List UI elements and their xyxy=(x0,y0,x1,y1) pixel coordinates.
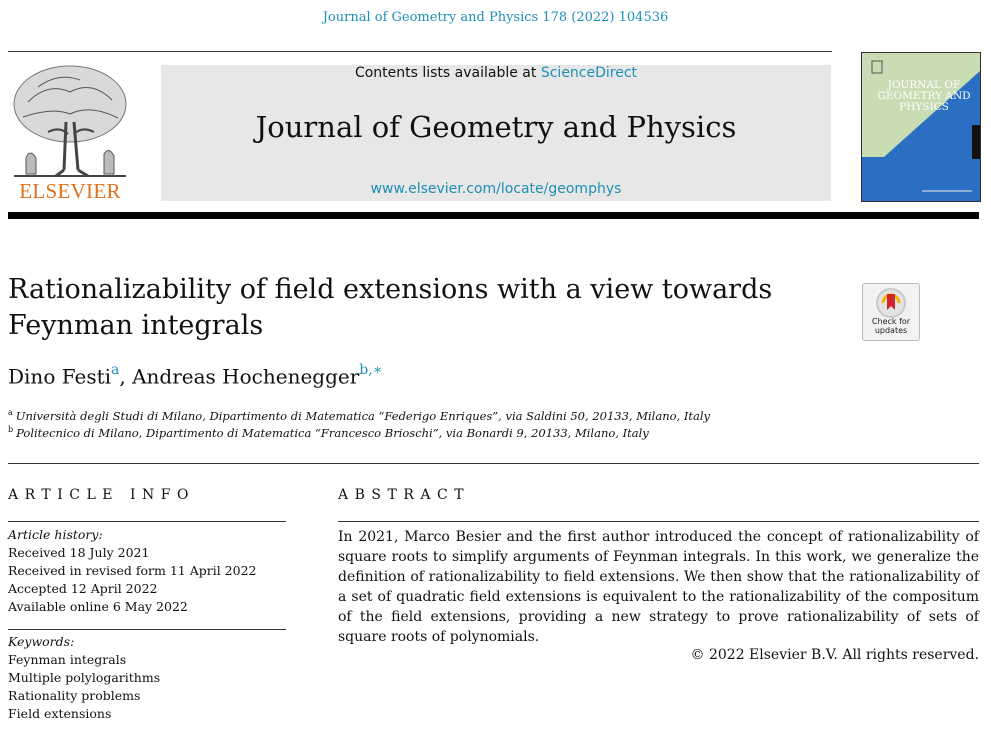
journal-citation-link[interactable]: Journal of Geometry and Physics 178 (2022) 104536 xyxy=(322,10,669,25)
keyword-item: Rationality problems xyxy=(8,688,141,703)
copyright-notice: © 2022 Elsevier B.V. All rights reserved. xyxy=(690,647,979,663)
article-history xyxy=(8,526,257,616)
article-info-divider xyxy=(8,521,286,522)
journal-banner xyxy=(161,65,831,201)
article-title xyxy=(8,272,808,344)
author-separator: , xyxy=(119,364,126,389)
header-divider xyxy=(8,51,832,52)
history-item: Received 18 July 2021 xyxy=(8,545,150,560)
history-item: Available online 6 May 2022 xyxy=(8,599,188,614)
article-info-heading: ARTICLE INFO xyxy=(8,487,195,503)
affiliation-a xyxy=(8,408,710,423)
affiliation-link[interactable]: a xyxy=(111,362,120,378)
keywords-divider xyxy=(8,629,286,630)
author-name[interactable]: Dino Festi xyxy=(8,364,112,389)
author-list xyxy=(8,364,382,389)
journal-cover-image[interactable] xyxy=(861,52,981,202)
cover-title: JOURNAL OF GEOMETRY AND PHYSICS xyxy=(877,79,971,113)
keyword-item: Multiple polylogarithms xyxy=(8,670,161,685)
elsevier-wordmark: ELSEVIER xyxy=(19,179,121,203)
keywords-list xyxy=(8,633,160,723)
keyword-item: Field extensions xyxy=(8,706,112,721)
journal-title: Journal of Geometry and Physics xyxy=(255,110,737,144)
check-updates-label: Check for updates xyxy=(871,317,911,335)
history-item: Accepted 12 April 2022 xyxy=(8,581,158,596)
tree-engraving-icon xyxy=(8,62,132,180)
affiliation-mark: a xyxy=(8,408,13,417)
check-updates-icon xyxy=(863,286,919,320)
check-for-updates-button[interactable] xyxy=(862,283,920,341)
affiliation-text: Politecnico di Milano, Dipartimento di Matematica “Francesco Brioschi”, via Bonardi 9, 20133, Milano, Italy xyxy=(16,425,649,440)
journal-url-link[interactable]: www.elsevier.com/locate/geomphys xyxy=(370,181,622,197)
author-name[interactable]: Andreas Hochenegger xyxy=(132,364,360,389)
affiliation-link[interactable]: b,∗ xyxy=(359,362,383,378)
affiliation-b xyxy=(8,425,649,440)
contents-availability-line xyxy=(161,65,831,81)
affiliation-mark: b xyxy=(8,425,14,434)
abstract-heading: ABSTRACT xyxy=(338,487,471,503)
contents-prefix: Contents lists available at xyxy=(354,65,537,81)
sciencedirect-link[interactable]: ScienceDirect xyxy=(540,65,638,81)
affiliation-text: Università degli Studi di Milano, Dipartimento di Matematica “Federigo Enriques”, via Saldini 50, 20133, Milano, Italy xyxy=(15,408,711,423)
header-thick-rule xyxy=(8,212,979,219)
abstract-text: In 2021, Marco Besier and the first author introduced the concept of rationalizability of square roots to simplify arguments of Feynman integrals. In this work, we generalize the definition of rationalizability to field extensions. We then show that the rationalizability of a set of quadratic field extensions is equivalent to the rationalizability of the compositum of the field extensions, providing a new strategy to prove rationalizability of sets of square roots of polynomials. xyxy=(338,529,979,645)
elsevier-logo[interactable] xyxy=(8,62,132,204)
article-title-line-1: Rationalizability of field extensions with a view towards xyxy=(8,274,773,305)
cover-artwork-icon xyxy=(862,53,980,201)
keywords-label: Keywords: xyxy=(8,634,75,649)
keyword-item: Feynman integrals xyxy=(8,652,127,667)
section-divider xyxy=(8,463,979,464)
article-title-line-2: Feynman integrals xyxy=(8,310,264,341)
history-label: Article history: xyxy=(8,527,103,542)
abstract-divider xyxy=(338,521,979,522)
history-item: Received in revised form 11 April 2022 xyxy=(8,563,257,578)
